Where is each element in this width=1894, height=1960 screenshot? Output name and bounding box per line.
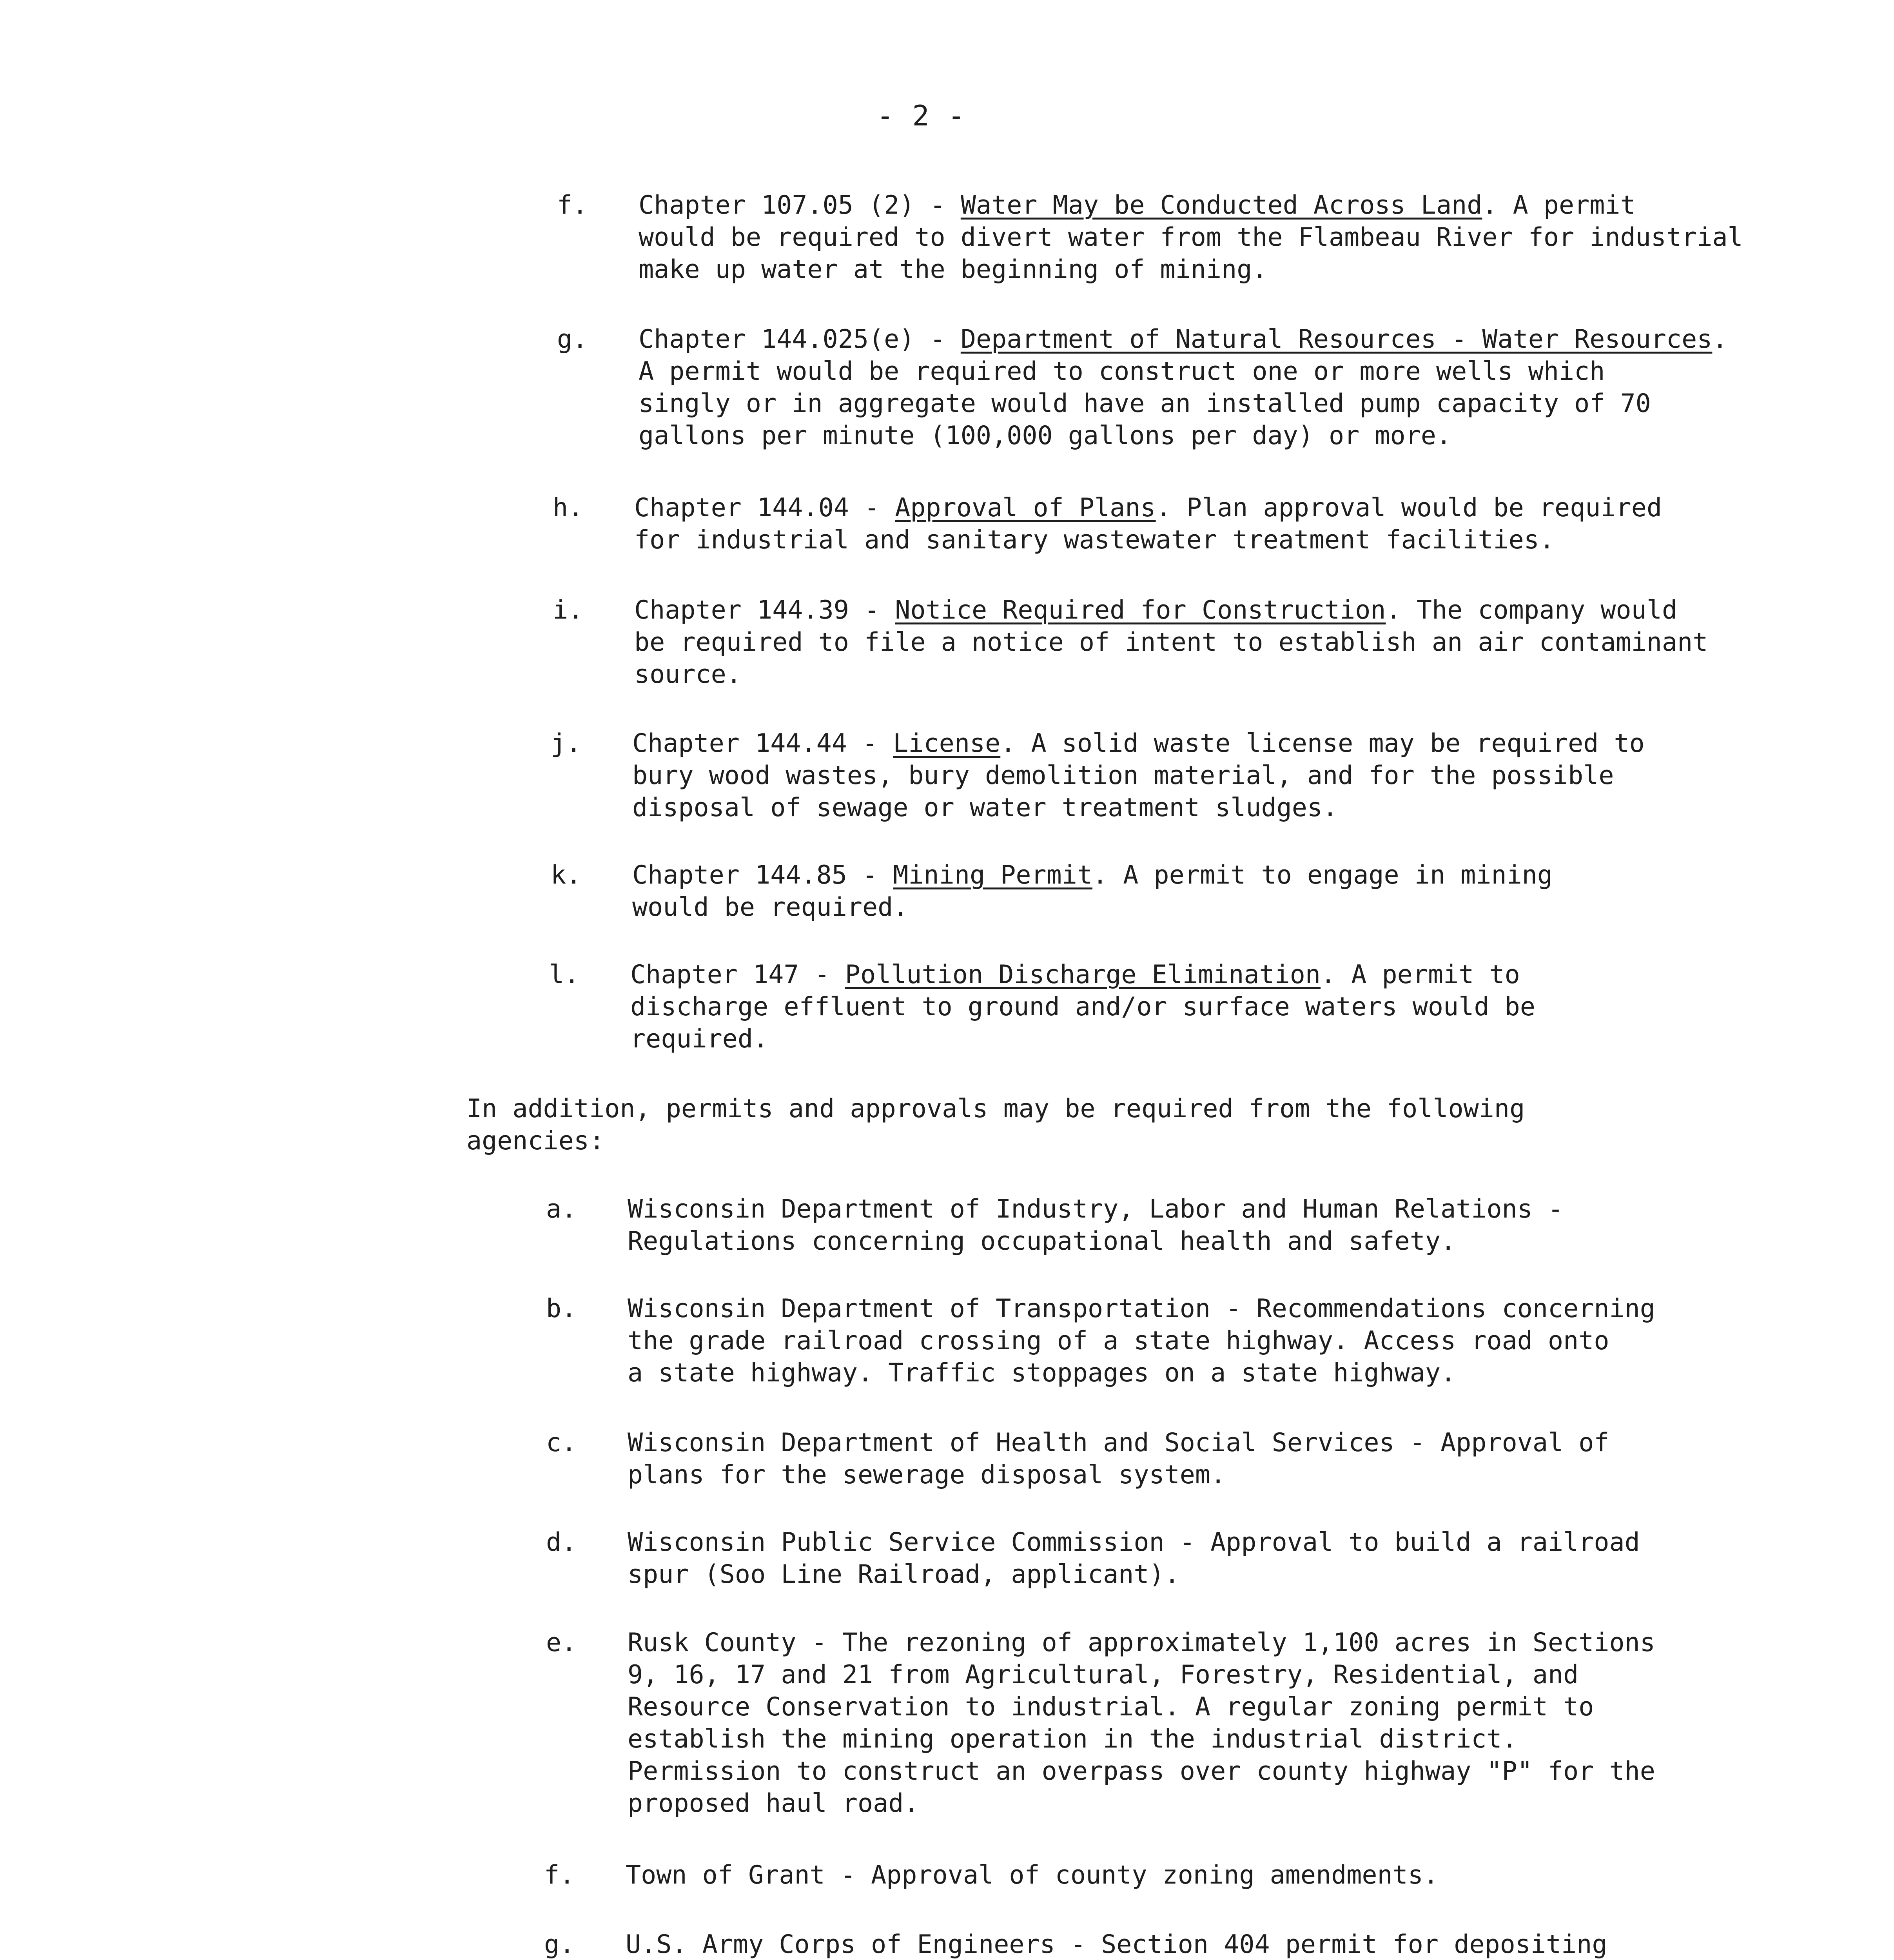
permit-title: Mining Permit bbox=[893, 860, 1093, 890]
permit-line bbox=[639, 420, 1728, 452]
agency-text bbox=[628, 1627, 1655, 1820]
permit-text bbox=[632, 859, 1553, 924]
permit-line bbox=[639, 221, 1743, 254]
permit-text bbox=[639, 189, 1743, 286]
permit-text-segment: . Plan approval would be required bbox=[1156, 493, 1662, 523]
permit-text-segment: would be required. bbox=[632, 893, 909, 922]
permit-line bbox=[634, 524, 1662, 556]
list-letter: k. bbox=[551, 860, 582, 890]
permit-line bbox=[634, 626, 1708, 659]
permit-text-segment: Chapter 144.39 - bbox=[634, 595, 895, 625]
agency-line: spur (Soo Line Railroad, applicant). bbox=[628, 1560, 1180, 1589]
agency-line: the grade railroad crossing of a state highway. Access road onto bbox=[628, 1326, 1609, 1356]
permit-text-segment: would be required to divert water from the Flambeau River for industrial bbox=[639, 223, 1743, 252]
list-letter: f. bbox=[557, 191, 588, 220]
permit-text-segment: A permit would be required to construct one or more wells which bbox=[639, 357, 1605, 386]
agency-text bbox=[628, 1293, 1655, 1389]
agency-text bbox=[628, 1427, 1609, 1491]
list-letter: h. bbox=[553, 493, 584, 523]
agency-line: Wisconsin Department of Industry, Labor and Human Relations - bbox=[628, 1194, 1564, 1224]
agency-text bbox=[626, 1859, 1439, 1891]
agency-line: Permission to construct an overpass over county highway "P" for the bbox=[628, 1757, 1655, 1786]
permit-text bbox=[634, 594, 1708, 691]
permit-text bbox=[634, 492, 1662, 556]
permit-line bbox=[634, 492, 1662, 524]
agency-line: Wisconsin Public Service Commission - Approval to build a railroad bbox=[628, 1528, 1640, 1557]
agency-line: a state highway. Traffic stoppages on a state highway. bbox=[628, 1358, 1456, 1388]
permit-title: Approval of Plans bbox=[895, 493, 1156, 523]
list-letter: g. bbox=[544, 1930, 575, 1959]
permit-text-segment: disposal of sewage or water treatment sludges. bbox=[632, 793, 1338, 822]
agency-line: Wisconsin Department of Transportation - Recommendations concerning bbox=[628, 1294, 1655, 1323]
permit-line bbox=[632, 891, 1553, 924]
permit-text bbox=[632, 728, 1645, 824]
agency-line: proposed haul road. bbox=[628, 1789, 919, 1818]
list-letter: f. bbox=[544, 1860, 575, 1890]
permit-line bbox=[634, 594, 1708, 626]
permit-text-segment: Chapter 144.025(e) - bbox=[639, 325, 961, 354]
agency-line: Regulations concerning occupational health and safety. bbox=[628, 1227, 1456, 1256]
agency-line: Wisconsin Department of Health and Social Services - Approval of bbox=[628, 1428, 1609, 1457]
list-letter: j. bbox=[551, 729, 582, 758]
agency-line: Rusk County - The rezoning of approximately 1,100 acres in Sections bbox=[628, 1628, 1655, 1657]
permit-text-segment: Chapter 144.44 - bbox=[632, 729, 893, 758]
agency-text bbox=[626, 1929, 1607, 1960]
permit-text bbox=[630, 959, 1535, 1055]
permit-text-segment: . A permit bbox=[1482, 191, 1636, 220]
permit-text-segment: Chapter 144.85 - bbox=[632, 860, 893, 890]
permit-text-segment: bury wood wastes, bury demolition material, and for the possible bbox=[632, 761, 1614, 790]
permit-text-segment: discharge effluent to ground and/or surface waters would be bbox=[630, 992, 1535, 1022]
list-letter: a. bbox=[546, 1194, 577, 1224]
intro-line: In addition, permits and approvals may be required from the following bbox=[466, 1094, 1525, 1123]
permit-text-segment: source. bbox=[634, 660, 742, 689]
agency-text bbox=[628, 1193, 1563, 1258]
permit-text-segment: Chapter 107.05 (2) - bbox=[639, 191, 961, 220]
agency-line: U.S. Army Corps of Engineers - Section 404 permit for depositing bbox=[626, 1930, 1607, 1959]
permit-title: License bbox=[893, 729, 1001, 758]
permit-text-segment: . bbox=[1712, 325, 1728, 354]
permit-line bbox=[632, 792, 1645, 824]
permit-line bbox=[639, 323, 1728, 356]
intro-line: agencies: bbox=[466, 1126, 605, 1156]
permit-text-segment: be required to file a notice of intent to establish an air contaminant bbox=[634, 628, 1708, 657]
permit-line bbox=[632, 760, 1645, 792]
list-letter: d. bbox=[546, 1528, 577, 1557]
agency-text bbox=[628, 1526, 1640, 1591]
permit-text-segment: . The company would bbox=[1386, 595, 1678, 625]
list-letter: l. bbox=[549, 960, 580, 989]
permit-text-segment: Chapter 144.04 - bbox=[634, 493, 895, 523]
permit-line bbox=[630, 991, 1535, 1023]
permit-line bbox=[630, 959, 1535, 991]
permit-text-segment: make up water at the beginning of mining. bbox=[639, 255, 1268, 284]
permit-line bbox=[639, 254, 1743, 286]
page-number: - 2 - bbox=[876, 99, 966, 132]
agency-line: establish the mining operation in the industrial district. bbox=[628, 1724, 1517, 1754]
permit-text-segment: Chapter 147 - bbox=[630, 960, 845, 989]
permit-text-segment: singly or in aggregate would have an installed pump capacity of 70 bbox=[639, 389, 1651, 418]
permit-line bbox=[639, 388, 1728, 420]
permit-text-segment: for industrial and sanitary wastewater treatment facilities. bbox=[634, 525, 1555, 555]
permit-text-segment: required. bbox=[630, 1024, 769, 1054]
permit-title: Pollution Discharge Elimination bbox=[845, 960, 1321, 989]
permit-text bbox=[639, 323, 1728, 452]
permit-text-segment: . A permit to bbox=[1321, 960, 1520, 989]
permit-title: Water May be Conducted Across Land bbox=[960, 191, 1482, 220]
list-letter: b. bbox=[546, 1294, 577, 1323]
permit-line bbox=[630, 1023, 1535, 1055]
permit-text-segment: . A permit to engage in mining bbox=[1092, 860, 1553, 890]
permit-text-segment: . A solid waste license may be required to bbox=[1000, 729, 1645, 758]
permit-title: Notice Required for Construction bbox=[895, 595, 1386, 625]
addition-intro bbox=[466, 1093, 1525, 1157]
permit-line bbox=[634, 659, 1708, 691]
list-letter: c. bbox=[546, 1428, 577, 1457]
list-letter: g. bbox=[557, 325, 588, 354]
permit-line bbox=[639, 189, 1743, 221]
permit-title: Department of Natural Resources - Water Resources bbox=[960, 325, 1713, 354]
permit-text-segment: gallons per minute (100,000 gallons per day) or more. bbox=[639, 421, 1452, 450]
agency-line: Town of Grant - Approval of county zoning amendments. bbox=[626, 1860, 1439, 1890]
permit-line bbox=[639, 356, 1728, 388]
agency-line: plans for the sewerage disposal system. bbox=[628, 1460, 1226, 1490]
list-letter: e. bbox=[546, 1628, 577, 1657]
permit-line bbox=[632, 728, 1645, 760]
agency-line: Resource Conservation to industrial. A regular zoning permit to bbox=[628, 1692, 1594, 1722]
permit-line bbox=[632, 859, 1553, 891]
agency-line: 9, 16, 17 and 21 from Agricultural, Forestry, Residential, and bbox=[628, 1660, 1579, 1690]
list-letter: i. bbox=[553, 595, 584, 625]
